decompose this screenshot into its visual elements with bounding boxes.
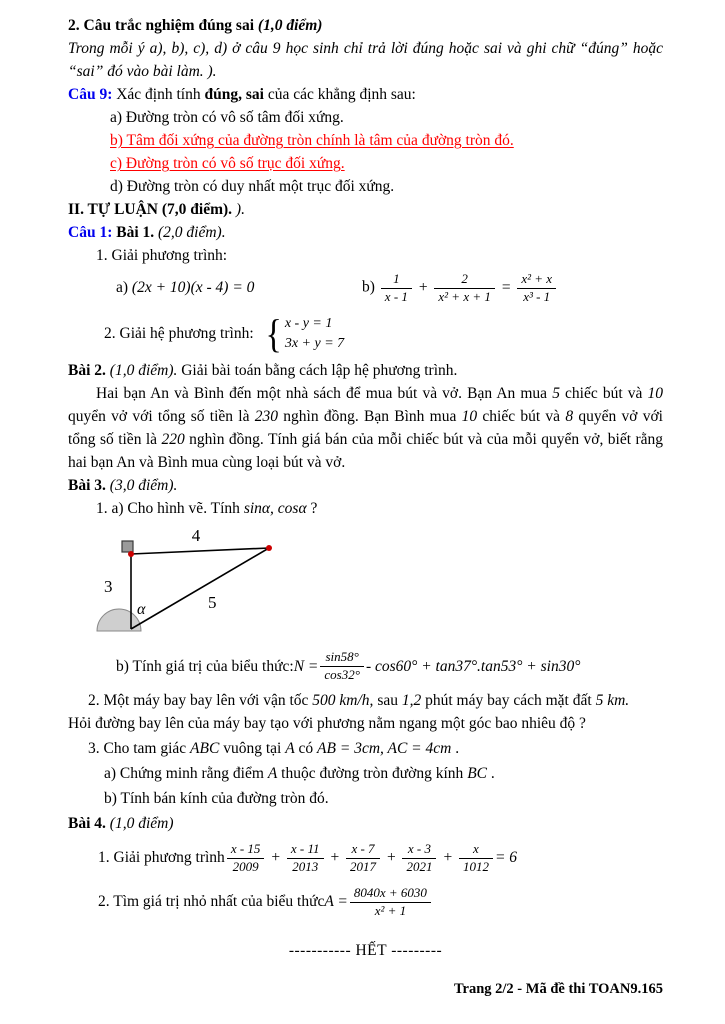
operator: +: [270, 849, 281, 866]
bai1-title: Bài 1.: [112, 224, 159, 241]
fraction-numerator: 2: [434, 271, 494, 288]
text-run: 220: [161, 431, 185, 448]
cau9-pre: Xác định tính: [112, 86, 205, 103]
bai2-title: Bài 2.: [68, 362, 110, 379]
option-a: a) Đường tròn có vô số tâm đối xứng.: [110, 109, 344, 126]
bai3-q1a: [68, 497, 663, 520]
text-run: A: [285, 740, 295, 757]
tu-luan-tail: ).: [232, 201, 245, 218]
text-run: nghìn đồng. Tính giá bán của mỗi chiếc bút và của mỗi quyển vở, biết rằng hai bạn An và Bình mua cùng loại bút và vở.: [68, 431, 663, 471]
text-run: chiếc bút và: [559, 385, 648, 402]
bai4-title: Bài 4.: [68, 815, 110, 832]
text-run: ?: [306, 500, 318, 517]
label-alpha-angle: α: [137, 601, 146, 618]
operator: +: [386, 849, 397, 866]
vertex-point-top-right: [266, 545, 272, 551]
fraction-numerator: x - 7: [346, 841, 380, 858]
bai2-task: Giải bài toán bằng cách lập hệ phương trình.: [177, 362, 458, 379]
end-marker: ----------- HẾT ---------: [288, 942, 443, 959]
section2-heading: [68, 14, 663, 37]
fraction-denominator: 2021: [406, 858, 433, 874]
section2-title: 2. Câu trắc nghiệm đúng sai: [68, 17, 258, 34]
section2-points: (1,0 điểm): [257, 17, 323, 34]
bai2-heading: [68, 359, 663, 382]
text-run: 230: [254, 408, 278, 425]
text-run: nghìn đồng. Bạn Bình mua: [278, 408, 462, 425]
bai1-heading: [68, 221, 663, 244]
text-run: phút máy bay cách mặt đất: [421, 692, 596, 709]
bai2-points: (1,0 điểm).: [109, 362, 178, 379]
text-run: sau: [373, 692, 402, 709]
bai1-equations: [68, 267, 663, 309]
fraction-numerator: x: [459, 841, 493, 858]
text-run: Hai bạn An và Bình đến một nhà sách để mua bút và vở. Bạn An mua: [96, 385, 553, 402]
text-run: có: [294, 740, 318, 757]
right-angle-marker: [122, 541, 133, 552]
text-run: quyển vở với tổng số tiền là: [68, 408, 255, 425]
bai3-q3b: b) Tính bán kính của đường tròn đó.: [104, 790, 329, 807]
equation-a: [116, 279, 362, 297]
text-run: vuông tại: [219, 740, 286, 757]
fraction: [434, 271, 494, 305]
bai4-eq2-label: 2. Tìm giá trị nhỏ nhất của biểu thức: [98, 893, 325, 910]
fraction-denominator: x² + x + 1: [438, 288, 491, 304]
fraction-numerator: 1: [381, 271, 412, 288]
label-hypotenuse: 5: [208, 593, 217, 612]
fraction-denominator: 2009: [232, 858, 259, 874]
fraction-numerator: x - 11: [287, 841, 324, 858]
fraction-numerator: x - 15: [227, 841, 265, 858]
bai3-points: (3,0 điểm).: [109, 477, 178, 494]
text-run: 500 km/h,: [312, 692, 374, 709]
triangle-figure: [96, 526, 663, 643]
fraction: [381, 271, 412, 305]
text-run: 5 km.: [595, 692, 630, 709]
cau9-line: [68, 83, 663, 106]
triangle-top-side: [131, 548, 269, 554]
fraction: [350, 885, 431, 919]
text-run: 8: [565, 408, 574, 425]
eq-a-body: (2x + 10)(x - 4) = 0: [131, 279, 255, 296]
bai4-eq1-label: 1. Giải phương trình: [98, 849, 225, 866]
text-run: 2. Một máy bay bay lên với vận tốc: [88, 692, 313, 709]
bai1-part2-label: 2. Giải hệ phương trình:: [104, 325, 254, 342]
system-brace: {: [265, 311, 282, 356]
fraction-denominator: x - 1: [384, 288, 408, 304]
bai4-eq1: [68, 837, 663, 879]
cau1-label: Câu 1:: [68, 224, 113, 241]
label-top-side: 4: [191, 526, 201, 545]
text-run: 1. a) Cho hình vẽ. Tính: [96, 500, 244, 517]
fraction: [459, 841, 493, 875]
text-run: a) Chứng minh rằng điểm: [104, 765, 268, 782]
fraction: [227, 841, 265, 875]
text-run: .: [487, 765, 495, 782]
vertex-point-top-left: [128, 551, 134, 557]
bai2-paragraph: [68, 382, 663, 474]
bai4-eq2-lhs: A =: [324, 893, 348, 910]
fraction-numerator: 8040x + 6030: [350, 885, 431, 902]
q1b-lhs: N =: [293, 657, 319, 675]
text-run: 1,2: [401, 692, 422, 709]
text-run: sinα, cosα: [243, 500, 307, 517]
fraction: [287, 841, 324, 875]
text-run: quyển vở với tổng số tiền là: [68, 408, 663, 448]
bai1-system: [68, 309, 663, 359]
text-run: .: [451, 740, 460, 757]
triangle-hypotenuse: [131, 548, 269, 629]
fraction-numerator: x - 3: [402, 841, 436, 858]
operator: +: [329, 849, 340, 866]
operator: =: [500, 278, 512, 296]
bai1-part1-label: 1. Giải phương trình:: [96, 247, 228, 264]
text-run: A: [267, 765, 278, 782]
fraction-numerator: x² + x: [517, 271, 556, 288]
page-footer: Trang 2/2 - Mã đề thi TOAN9.165: [453, 981, 663, 997]
fraction-denominator: cos32°: [324, 666, 360, 682]
bai3-q2-line1: [68, 689, 663, 712]
text-run: 10: [461, 408, 478, 425]
text-run: thuộc đường tròn đường kính: [277, 765, 468, 782]
fraction: [320, 649, 364, 683]
bai3-q2-line2: Hỏi đường bay lên của máy bay tạo với phương nằm ngang một góc bao nhiêu độ ?: [68, 715, 586, 732]
eq-b-label: b): [362, 278, 379, 296]
system-eq-2: 3x + y = 7: [284, 336, 345, 351]
option-c: c) Đường tròn có vô số trục đối xứng.: [110, 155, 345, 172]
bai3-q3a: [68, 762, 663, 785]
section2-note: Trong mỗi ý a), b), c), d) ở câu 9 học sinh chỉ trả lời đúng hoặc sai và ghi chữ “đúng” hoặc “sai” đó vào bài làm. ).: [68, 40, 663, 80]
operator: +: [417, 278, 429, 296]
bai3-q3: [68, 737, 663, 760]
text-run: 10: [647, 385, 663, 402]
bai3-q1b: [68, 645, 663, 687]
equation-b: [362, 271, 558, 305]
fraction: [346, 841, 380, 875]
q1b-intro: b) Tính giá trị của biểu thức:: [116, 657, 294, 675]
text-run: BC: [467, 765, 487, 782]
fraction-denominator: 2017: [350, 858, 376, 874]
option-b: b) Tâm đối xứng của đường tròn chính là tâm của đường tròn đó.: [110, 132, 514, 149]
cau9-bold: đúng, sai: [204, 86, 264, 103]
text-run: 3. Cho tam giác: [88, 740, 191, 757]
fraction-denominator: 2013: [292, 858, 319, 874]
label-left-side: 3: [104, 577, 113, 596]
text-run: 5: [552, 385, 560, 402]
option-d: d) Đường tròn có duy nhất một trục đối xứng.: [110, 178, 395, 195]
fraction: [517, 271, 556, 305]
triangle-svg: [96, 526, 296, 638]
text-run: chiếc bút và: [477, 408, 566, 425]
operator: +: [442, 849, 453, 866]
cau9-label: Câu 9:: [68, 86, 113, 103]
eq-a-label: a): [116, 279, 132, 296]
fraction: [402, 841, 436, 875]
bai4-heading: [68, 812, 663, 835]
section-tu-luan-heading: [68, 198, 663, 221]
fraction-denominator: x² + 1: [374, 902, 407, 918]
tu-luan-title: II. TỰ LUẬN (7,0 điểm).: [68, 201, 233, 218]
fraction-denominator: 1012: [462, 858, 489, 874]
bai1-points: (2,0 điểm).: [158, 224, 226, 241]
bai3-title: Bài 3.: [68, 477, 110, 494]
bai4-points: (1,0 điểm): [109, 815, 174, 832]
fraction-numerator: sin58°: [320, 649, 364, 666]
text-run: ABC: [190, 740, 220, 757]
system-eq-1: x - y = 1: [284, 316, 333, 331]
text-run: AB = 3cm, AC = 4cm: [317, 740, 452, 757]
cau9-post: của các khẳng định sau:: [263, 86, 416, 103]
bai4-eq1-tail: = 6: [494, 849, 518, 866]
bai4-eq2: [68, 881, 663, 923]
fraction-denominator: x³ - 1: [523, 288, 551, 304]
bai3-heading: [68, 474, 663, 497]
system-equations: [285, 314, 344, 354]
q1b-rest: - cos60° + tan37°.tan53° + sin30°: [365, 657, 581, 675]
